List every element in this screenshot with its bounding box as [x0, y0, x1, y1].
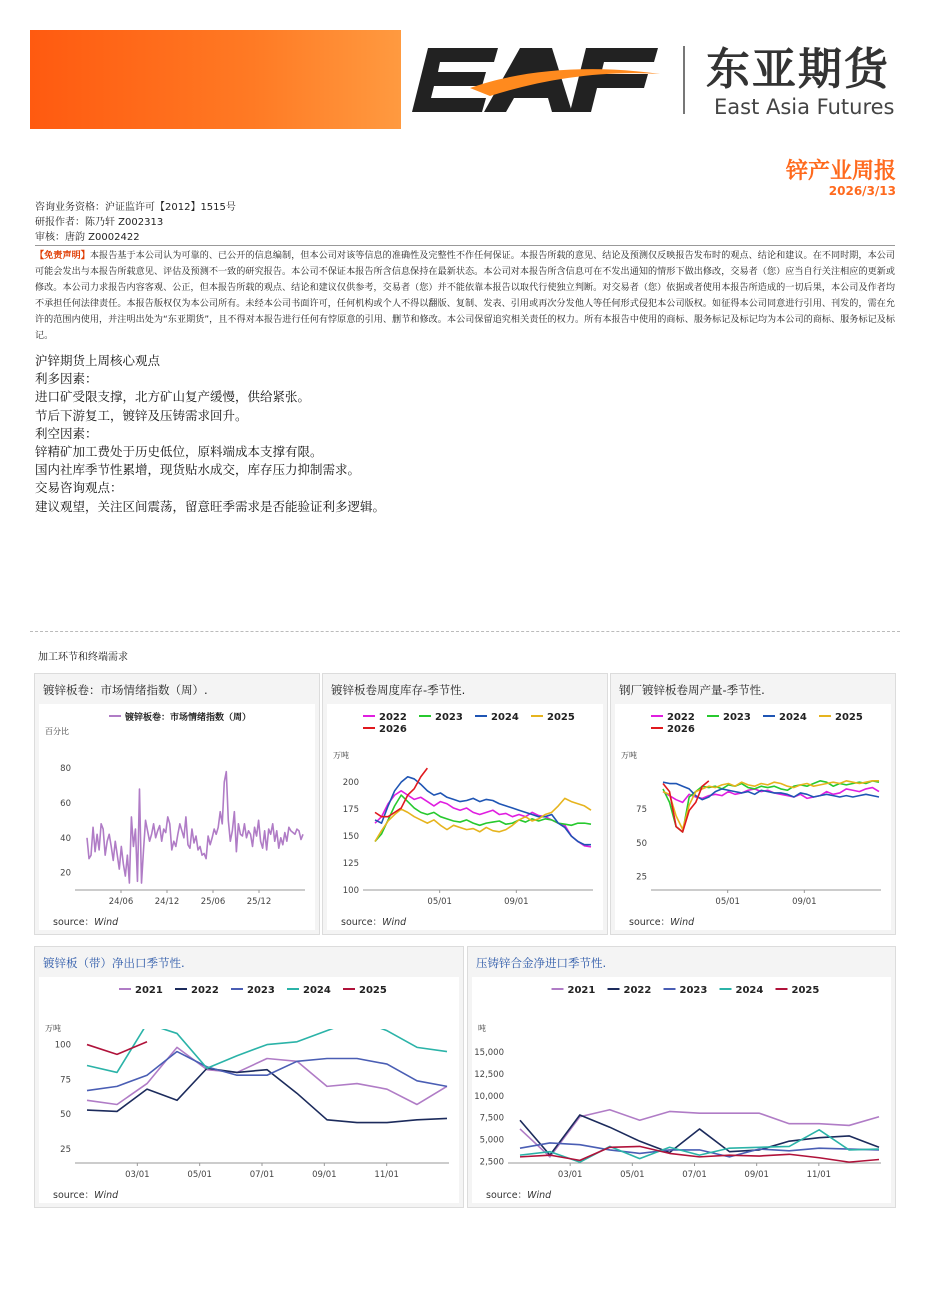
legend-label: 2023 — [723, 712, 751, 723]
section-label: 加工环节和终端需求 — [38, 652, 128, 663]
x-tick-label: 09/01 — [504, 897, 529, 907]
y-axis-label: 万吨 — [333, 751, 349, 760]
series-line-镀锌板卷：市场情绪指数（周） — [87, 772, 303, 883]
source-prefix: source： — [629, 917, 671, 928]
legend-label: 2022 — [191, 985, 219, 996]
y-axis-label: 万吨 — [45, 1024, 61, 1033]
y-tick-label: 50 — [636, 838, 647, 849]
y-axis-label: 万吨 — [621, 751, 637, 760]
legend-label: 2024 — [779, 712, 807, 723]
y-axis-label: 百分比 — [45, 727, 69, 736]
bullish-item: 进口矿受限支撑，北方矿山复产缓慢，供给紧张。 — [35, 389, 311, 405]
chart-title: 钢厂镀锌板卷周产量-季节性. — [619, 683, 765, 697]
series-line-2025 — [87, 1042, 147, 1055]
chart-panel-galvanized-export — [34, 946, 464, 1208]
source-prefix: source： — [486, 1190, 528, 1201]
bullish-item: 节后下游复工，镀锌及压铸需求回升。 — [35, 407, 248, 423]
legend-label: 2024 — [735, 985, 764, 996]
author-line: 研报作者：陈乃轩 Z002313 — [35, 217, 164, 228]
legend-label: 2023 — [679, 985, 708, 996]
y-tick-label: 125 — [342, 859, 359, 870]
source-name: Wind — [94, 1190, 119, 1201]
meta-divider — [35, 245, 895, 246]
chart-source — [341, 914, 406, 928]
x-tick-label: 09/01 — [312, 1170, 337, 1180]
y-axis-label: 吨 — [478, 1024, 486, 1033]
source-name: Wind — [382, 917, 407, 928]
y-tick-label: 25 — [60, 1145, 71, 1156]
y-tick-label: 5,000 — [479, 1135, 504, 1146]
series-line-2022 — [375, 791, 591, 847]
series-line-2024 — [375, 777, 591, 845]
x-tick-label: 24/12 — [154, 897, 180, 907]
bearish-item: 锌精矿加工费处于历史低位，原料端成本支撑有限。 — [35, 444, 323, 460]
disclaimer-text: 本报告基于本公司认为可靠的、已公开的信息编制，但本公司对该等信息的准确性及完整性不作任何保证。本报告所载的意见、结论及预测仅反映报告发布时的观点、结论和建议。在不同时期，本公司可能会发出与本报告所载意见、评估及预测不一致的研究报告。本公司不保证本报告所含信息保持在最新状态。本公司对本报告所含信息可在不发出通知的情形下做出修改，交易者（您）应当自行关注相应的更新或修改。本公司力求报告内容客观、公正，但本报告所载的观点、结论和建议仅供参考，交易者（您）并不能依靠本报告以取代行使独立判断。对交易者（您）依据或者使用本报告所造成的一切后果，本公司及作者均不承担任何法律责任。本报告版权仅为本公司所有。未经本公司书面许可，任何机构或个人不得以翻版、复制、发表、引用或再次分发他人等任何形式侵犯本公司版权。如征得本公司同意进行引用、刊发的，需在允许的范围内使用，并注明出处为“东亚期货”，且不得对本报告进行任何有悖原意的引用、删节和修改。本公司保留追究相关责任的权力。所有本报告中使用的商标、服务标记及标记均为本公司的商标、服务标记及标记。 — [35, 251, 895, 341]
x-tick-label: 11/01 — [806, 1170, 832, 1180]
report-date: 2026/3/13 — [828, 184, 896, 198]
chart-source — [53, 1187, 118, 1201]
y-tick-label: 75 — [60, 1075, 71, 1086]
x-tick-label: 03/01 — [125, 1170, 150, 1180]
x-tick-label: 05/01 — [620, 1170, 645, 1180]
report-title: 锌产业周报 — [785, 159, 896, 184]
core-view-heading: 沪锌期货上周核心观点 — [35, 353, 161, 368]
bullish-label: 利多因素： — [35, 371, 98, 387]
chart-inventory — [327, 704, 603, 930]
y-tick-label: 20 — [60, 868, 71, 879]
series-line-2023 — [87, 1052, 447, 1091]
y-tick-label: 175 — [342, 805, 359, 816]
brand-name-en: East Asia Futures — [714, 95, 895, 119]
y-tick-label: 75 — [636, 805, 647, 816]
legend-label: 2025 — [359, 985, 387, 996]
legend-label: 2024 — [491, 712, 519, 723]
legend-label: 2021 — [567, 985, 596, 996]
x-tick-label: 07/01 — [682, 1170, 707, 1180]
eaf-logo — [410, 40, 670, 120]
x-tick-label: 09/01 — [744, 1170, 769, 1180]
y-tick-label: 40 — [60, 833, 71, 844]
legend-label: 2023 — [247, 985, 275, 996]
chart-panel-output — [610, 673, 896, 935]
chart-title: 镀锌板卷：市场情绪指数（周）. — [43, 683, 208, 697]
y-tick-label: 50 — [60, 1110, 71, 1121]
section-divider — [30, 631, 900, 632]
x-tick-label: 03/01 — [557, 1170, 583, 1180]
chart-die-cast-import — [472, 977, 891, 1203]
legend-label: 2022 — [667, 712, 695, 723]
x-tick-label: 24/06 — [108, 897, 134, 907]
legend-label: 2026 — [379, 724, 407, 735]
x-tick-label: 07/01 — [249, 1170, 275, 1180]
legend-label: 2025 — [791, 985, 820, 996]
y-tick-label: 80 — [60, 764, 71, 775]
chart-title: 压铸锌合金净进口季节性. — [476, 956, 607, 970]
x-tick-label: 11/01 — [374, 1170, 399, 1180]
disclaimer — [35, 248, 895, 344]
source-name: Wind — [94, 917, 119, 928]
legend-label: 2023 — [435, 712, 463, 723]
legend-label: 2025 — [547, 712, 575, 723]
legend-label: 镀锌板卷：市场情绪指数（周） — [125, 713, 252, 723]
chart-title: 镀锌板（带）净出口季节性. — [43, 956, 185, 970]
legend-label: 2021 — [135, 985, 163, 996]
series-line-2022 — [87, 1068, 447, 1122]
y-tick-label: 10,000 — [474, 1091, 504, 1102]
chart-output — [615, 704, 891, 930]
chart-panel-die-cast-import — [467, 946, 896, 1208]
bearish-label: 利空因素： — [35, 425, 98, 441]
series-line-2025 — [663, 781, 879, 830]
chart-galvanized-export — [39, 977, 459, 1203]
chart-panel-inventory — [322, 673, 608, 935]
legend-label: 2024 — [303, 985, 331, 996]
legend-label: 2026 — [667, 724, 695, 735]
x-tick-label: 05/01 — [715, 897, 740, 907]
brand-divider — [683, 46, 685, 114]
y-tick-label: 100 — [342, 886, 359, 896]
chart-body — [615, 704, 891, 930]
legend-label: 2022 — [379, 712, 407, 723]
source-prefix: source： — [341, 917, 383, 928]
legend-label: 2025 — [835, 712, 863, 723]
x-tick-label: 09/01 — [792, 897, 817, 907]
chart-title: 镀锌板卷周度库存-季节性. — [331, 683, 466, 697]
bearish-item: 国内社库季节性累增，现货贴水成交，库存压力抑制需求。 — [35, 462, 361, 478]
y-tick-label: 2,500 — [479, 1157, 504, 1168]
y-tick-label: 150 — [342, 832, 359, 843]
x-tick-label: 25/12 — [246, 897, 272, 907]
chart-body — [327, 704, 603, 930]
y-tick-label: 200 — [342, 778, 359, 789]
reviewer-line: 审核：唐韵 Z0002422 — [35, 232, 140, 243]
source-prefix: source： — [53, 917, 95, 928]
header-orange-banner — [30, 30, 401, 129]
x-tick-label: 05/01 — [187, 1170, 212, 1180]
advice-label: 交易咨询观点： — [35, 480, 123, 496]
chart-source — [629, 914, 694, 928]
chart-body — [39, 704, 315, 930]
chart-source — [486, 1187, 551, 1201]
source-prefix: source： — [53, 1190, 95, 1201]
series-line-2023 — [375, 795, 591, 841]
series-line-2024 — [87, 1019, 447, 1072]
chart-body — [472, 977, 891, 1203]
core-view — [35, 352, 385, 516]
y-tick-label: 100 — [54, 1040, 71, 1051]
y-tick-label: 12,500 — [474, 1069, 504, 1080]
chart-source — [53, 914, 118, 928]
disclaimer-tag: 【免责声明】 — [35, 251, 90, 261]
y-tick-label: 7,500 — [479, 1113, 504, 1124]
chart-sentiment — [39, 704, 315, 930]
brand-name-cn: 东亚期货 — [706, 44, 890, 95]
advice-text: 建议观望，关注区间震荡，留意旺季需求是否能验证利多逻辑。 — [35, 498, 386, 514]
qualification-line: 咨询业务资格：沪证监许可【2012】1515号 — [35, 202, 236, 213]
y-tick-label: 15,000 — [474, 1048, 504, 1059]
y-tick-label: 25 — [636, 872, 647, 883]
chart-panel-sentiment — [34, 673, 320, 935]
legend-label: 2022 — [623, 985, 652, 996]
source-name: Wind — [670, 917, 695, 928]
x-tick-label: 25/06 — [200, 897, 226, 907]
chart-body — [39, 977, 459, 1203]
y-tick-label: 60 — [60, 798, 71, 809]
series-line-2025 — [375, 798, 591, 841]
source-name: Wind — [527, 1190, 552, 1201]
x-tick-label: 05/01 — [427, 897, 452, 907]
